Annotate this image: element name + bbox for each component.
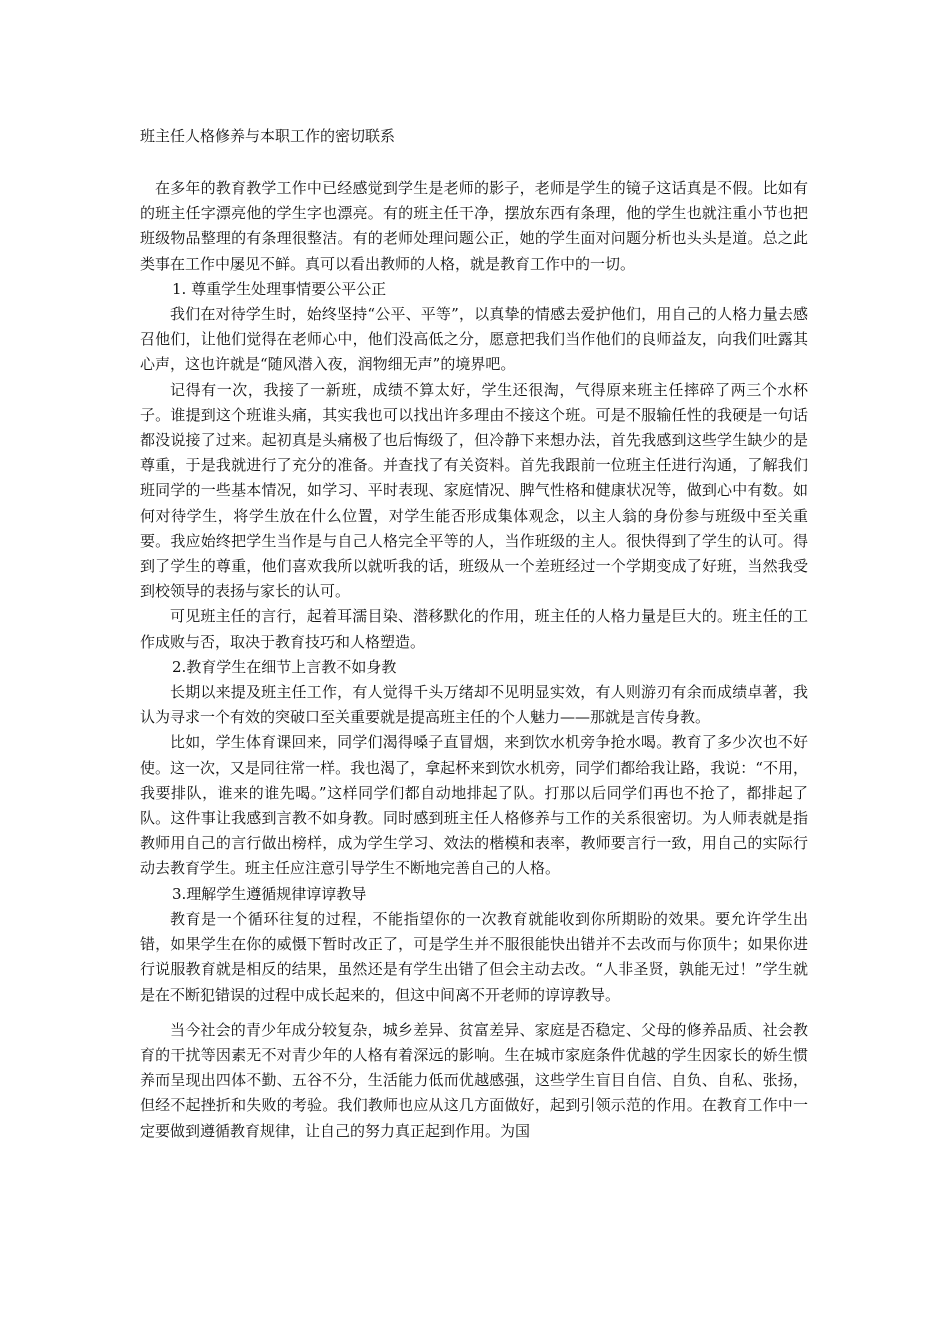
section-1-paragraph-2: 记得有一次，我接了一新班，成绩不算太好，学生还很淘，气得原来班主任摔碎了两三个水杯子。谁提到这个班谁头痛，其实我也可以找出许多理由不接这个班。可是不服输任性的我硬是一句话都没说接了过来。起初真是头痛极了也后悔级了，但冷静下来想办法，首先我感到这些学生缺少的是尊重，于是我就进行了充分的准备。并查找了有关资料。首先我跟前一位班主任进行沟通，了解我们班同学的一些基本情况，如学习、平时表现、家庭情况、脾气性格和健康状况等，做到心中有数。如何对待学生，将学生放在什么位置，对学生能否形成集体观念，以主人翁的身份参与班级中至关重要。我应始终把学生当作是与自己人格完全平等的人，当作班级的主人。很快得到了学生的认可。得到了学生的尊重，他们喜欢我所以就听我的话，班级从一个差班经过一个学期变成了好班，当然我受到校领导的表扬与家长的认可。 [140, 380, 808, 601]
document-body [140, 124, 808, 1144]
section-3-paragraph-1: 教育是一个循环往复的过程，不能指望你的一次教育就能收到你所期盼的效果。要允许学生出错，如果学生在你的威慑下暂时改正了，可是学生并不服很能快出错并不去改而与你顶牛；如果你进行说服教育就是相反的结果，虽然还是有学生出错了但会主动去改。“人非圣贤，孰能无过！”学生就是在不断犯错误的过程中成长起来的，但这中间离不开老师的谆谆教导。 [140, 909, 808, 1004]
section-2-paragraph-2: 比如，学生体育课回来，同学们渴得嗓子直冒烟，来到饮水机旁争抢水喝。教育了多少次也不好使。这一次，又是同往常一样。我也渴了，拿起杯来到饮水机旁，同学们都给我让路，我说：“不用，我要排队，谁来的谁先喝。”这样同学们都自动地排起了队。打那以后同学们再也不抢了，都排起了队。这件事让我感到言教不如身教。同时感到班主任人格修养与工作的关系很密切。为人师表就是指教师用自己的言行做出榜样，成为学生学习、效法的楷模和表率，教师要言行一致，用自己的实际行动去教育学生。班主任应注意引导学生不断地完善自己的人格。 [140, 733, 808, 878]
section-1-paragraph-1: 我们在对待学生时，始终坚持“公平、平等”，以真挚的情感去爱护他们，用自己的人格力量去感召他们，让他们觉得在老师心中，他们没高低之分，愿意把我们当作他们的良师益友，向我们吐露其心声，这也许就是“随风潜入夜，润物细无声”的境界吧。 [140, 305, 808, 374]
section-2-heading: 2.教育学生在细节上言教不如身教 [172, 657, 397, 676]
document-title: 班主任人格修养与本职工作的密切联系 [140, 127, 396, 145]
section-3-heading: 3.理解学生遵循规律谆谆教导 [172, 884, 367, 903]
paragraph-spacer [140, 1008, 808, 1018]
section-2-paragraph-1: 长期以来提及班主任工作，有人觉得千头万绪却不见明显实效，有人则游刃有余而成绩卓著，我认为寻求一个有效的突破口至关重要就是提高班主任的个人魅力——那就是言传身教。 [140, 683, 808, 727]
intro-paragraph: 在多年的教育教学工作中已经感觉到学生是老师的影子，老师是学生的镜子这话真是不假。比如有的班主任字漂亮他的学生字也漂亮。有的班主任干净，摆放东西有条理，他的学生也就注重小节也把班级物品整理的有条理很整洁。有的老师处理问题公正，她的学生面对问题分析也头头是道。总之此类事在工作中屡见不鲜。真可以看出教师的人格，就是教育工作中的一切。 [140, 179, 808, 273]
section-1-heading: 1. 尊重学生处理事情要公平公正 [172, 279, 387, 298]
section-1-paragraph-3: 可见班主任的言行，起着耳濡目染、潜移默化的作用，班主任的人格力量是巨大的。班主任的工作成败与否，取决于教育技巧和人格塑造。 [140, 607, 808, 651]
section-3-paragraph-2: 当今社会的青少年成分较复杂，城乡差异、贫富差异、家庭是否稳定、父母的修养品质、社会教育的干扰等因素无不对青少年的人格有着深远的影响。生在城市家庭条件优越的学生因家长的娇生惯养而呈现出四体不勤、五谷不分，生活能力低而优越感强，这些学生盲目自信、自负、自私、张扬，但经不起挫折和失败的考验。我们教师也应从这几方面做好，起到引领示范的作用。在教育工作中一定要做到遵循教育规律，让自己的努力真正起到作用。为国 [140, 1020, 808, 1140]
